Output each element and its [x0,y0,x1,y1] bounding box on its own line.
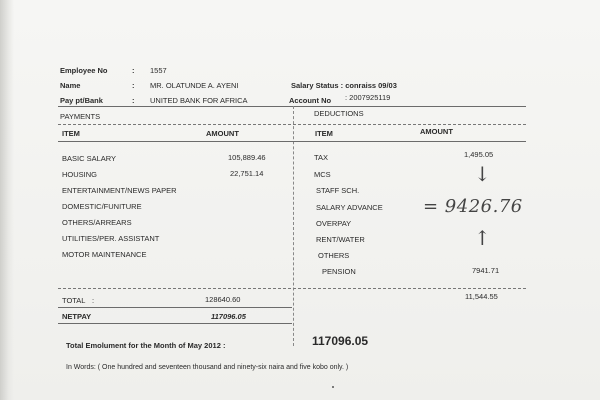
payments-total: 128640.60 [205,295,241,304]
employee-no-label: Employee No [60,66,108,75]
account-no-value: : 2007925119 [345,93,391,102]
deduction-item: RENT/WATER [316,235,365,244]
handwritten-arrow-down: ↓ [474,162,491,186]
deduction-amount: 7941.71 [472,266,500,275]
payment-item: OTHERS/ARREARS [62,218,132,227]
payment-item: MOTOR MAINTENANCE [62,250,147,259]
payment-item: HOUSING [62,170,98,179]
name-sep: : [132,81,135,90]
payment-item: BASIC SALARY [62,154,117,163]
emolument-value: 117096.05 [312,334,369,348]
netpay-rule-top [58,307,292,308]
netpay-label: NETPAY [62,312,92,321]
netpay-rule-bottom [58,323,292,324]
payments-amount-header: AMOUNT [206,129,239,138]
total-sep: : [92,296,95,305]
payment-item: ENTERTAINMENT/NEWS PAPER [62,186,177,195]
deduction-item: SALARY ADVANCE [316,203,383,212]
emolument-label: Total Emolument for the Month of May 2012 : [66,341,226,350]
amount-in-words: In Words: ( One hundred and seventeen thousand and ninety-six naira and five kobo only. ) [66,364,349,371]
bank-name: UNITED BANK FOR AFRICA [150,96,248,105]
deduction-item: TAX [314,153,329,162]
handwritten-arrow-up: ↑ [474,226,491,250]
handwritten-note: = 9426.76 [423,196,523,217]
deduction-item: STAFF SCH. [316,186,360,195]
deduction-item: PENSION [322,267,356,276]
netpay-value: 117096.05 [211,312,246,321]
employee-name: MR. OLATUNDE A. AYENI [150,81,239,90]
totals-rule [58,288,526,289]
payment-item: UTILITIES/PER. ASSISTANT [62,234,160,243]
bank-sep: : [132,96,135,105]
name-label: Name [60,81,81,90]
payments-title: PAYMENTS [60,112,101,121]
scan-speck [332,386,334,388]
salary-status: Salary Status : conraiss 09/03 [291,81,397,90]
deduction-amount: 1,495.05 [464,150,494,159]
payment-amount: 22,751.14 [230,169,264,178]
payment-item: DOMESTIC/FUNITURE [62,202,142,211]
deduction-item: MCS [314,170,331,179]
payment-amount: 105,889.46 [228,153,266,162]
deduction-item: OTHERS [318,251,350,260]
deductions-total: 11,544.55 [465,292,498,301]
total-label: TOTAL [62,296,86,305]
deductions-amount-header: AMOUNT [420,127,453,136]
column-header-rule [58,141,526,142]
scan-edge-shadow [0,0,14,400]
deductions-title: DEDUCTIONS [314,109,364,118]
payments-item-header: ITEM [62,129,80,138]
column-divider [293,106,294,346]
section-rule [58,124,526,125]
bank-label: Pay pt/Bank [60,96,103,105]
employee-no-sep: : [132,66,135,75]
account-no-label: Account No [289,96,332,105]
employee-no-value: 1557 [150,66,167,75]
deduction-item: OVERPAY [316,219,352,228]
deductions-item-header: ITEM [315,129,333,138]
header-rule [58,106,526,107]
